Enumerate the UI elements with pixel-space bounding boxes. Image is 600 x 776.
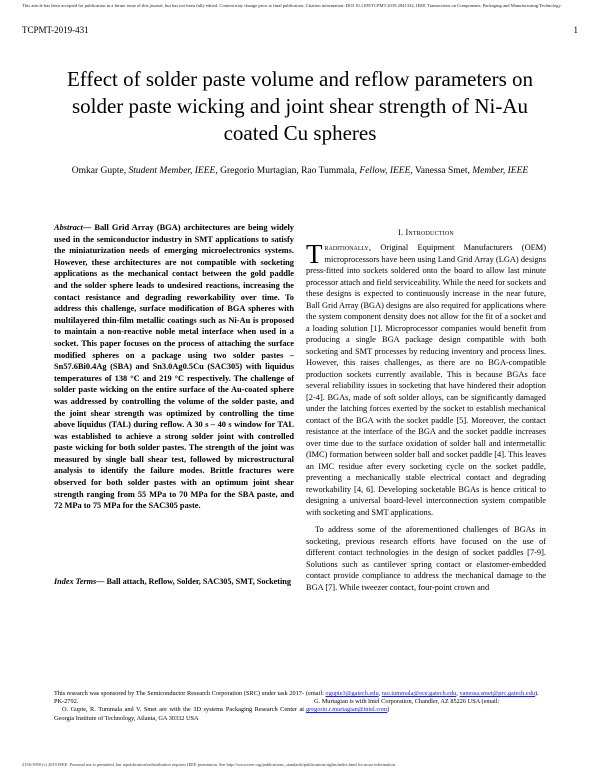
abstract-text: — Ball Grid Array (BGA) architectures are being widely used in the semiconductor industry in SMT applications to satisfy the miniaturization needs of emerging microelectronics systems. However, these architectures are not compatible with socketing applications as the mechanical contact between the gold paddle and the solder sphere leads to undesired reactions, increasing the contact resistance and degrading reworkability over time. To address this challenge, surface modification of BGA spheres with multilayered thin-film metallic coatings such as Ni-Au is proposed to maintain a non-reactive noble metal interface when used in a socket. This paper focuses on the process of attaching the surface modified spheres on a package using two solder pastes – Sn57.6Bi0.4Ag (SBA) and Sn3.0Ag0.5Cu (SAC305) with liquidus temperatures of 138 °C and 219 °C respectively. The challenge of solder paste wicking on the entire surface of the Au-coated sphere was addressed by controlling the volume of the solder paste, and the joint shear strength was optimized by controlling the time above liquidus (TAL) during reflow. A 30 s – 40 s window for TAL was established to achieve a strong solder joint with controlled paste wicking for both solder pastes. The strength of the joint was measured by single ball shear test, followed by microstructural analysis to identify the failure modes. Brittle fractures were observed for both solder pastes with an optimum joint shear strength ranging from 55 MPa to 70 MPa for the SBA paste, and 72 MPa to 75 MPa for the SAC305 paste. — [54, 223, 294, 511]
index-terms — [54, 576, 294, 587]
small-cap-word: raditionally — [324, 243, 369, 252]
footnote-left — [54, 690, 304, 723]
footnote-text: G. Murtagian is with Intel Corporation, Chandler, AZ 85226 USA (email: — [314, 698, 500, 706]
footnote-funding: This research was sponsored by The Semiconductor Research Corporation (SRC) under task 2017-PK-2792. — [54, 690, 304, 706]
abstract — [54, 222, 294, 512]
author-name: Omkar Gupte, — [71, 166, 129, 176]
email-label: (email: — [306, 690, 326, 697]
intro-text: , Original Equipment Manufacturers (OEM) microprocessors have been using Land Grid Array (LGA) designs press-fitted into sockets soldered onto the board to allow last minute processor attach and field serviceability. While the need for sockets and these designs is expected to continuously increase in the near future, Ball Grid Array (BGA) designs are also required for applications where the system component density does not allow for the fit of a socket and a loading solution [1]. Microprocessor companies would benefit from producing a single BGA package design compatible with both socketing and SMT processes by reducing inventory and process lines. However, this raises challenges, as there are no BGA-compatible production sockets currently available. This is because BGAs face several reliability issues in socketing that have hindered their adoption [2-4]. BGAs, made of soft solder alloys, can be significantly damaged under the latching forces exerted by the socket to establish mechanical contact of the BGA with the socket paddle [5]. Moreover, the contact resistance at the interface of the BGA and the socket paddle increases over time due to the surface oxidation of solder ball and intermetallic (IMC) formation between solder ball and socket paddle [4]. This leaves an IMC residue after every socketing cycle on the socket paddle, preventing a mechanically stable electrical contact and degrading reworkability [4, 6]. Developing socketable BGAs is hence critical to designing a universal board-level interconnection system compatible with socketing and SMT applications. — [306, 243, 547, 517]
email-link[interactable]: vanessa.smet@prc.gatech.edu — [459, 690, 535, 697]
email-link[interactable]: gregorio.r.murtagian@intel.com — [306, 706, 388, 714]
email-link[interactable]: ogupte3@gatech.edu — [325, 690, 379, 697]
intro-paragraph-1 — [306, 239, 547, 518]
copyright-line: 2156-3950 (c) 2019 IEEE. Personal use is permitted, but republication/redistribution requires IEEE permission. See http://www.ieee.org/publications_standards/publications/rights/index.html for more information. — [22, 762, 396, 767]
index-terms-label: Index Terms — [54, 577, 97, 586]
footnote-right — [306, 690, 552, 715]
author-role: Member, IEEE — [472, 166, 529, 176]
drop-cap: T — [306, 239, 323, 269]
author-name: , Gregorio Murtagian, Rao Tummala, — [215, 166, 360, 176]
section-heading: I. Introduction — [398, 228, 454, 237]
abstract-label: Abstract — [54, 223, 83, 232]
email-close: ). — [535, 690, 539, 697]
footnote-murtagian — [306, 698, 552, 714]
author-list — [60, 165, 540, 178]
introduction-body — [306, 239, 547, 593]
footnote-emails: (email: ogupte3@gatech.edu, rao.tummala@ece.gatech.edu, vanessa.smet@prc.gatech.edu). — [306, 690, 539, 697]
author-role: Student Member, IEEE — [128, 166, 216, 176]
author-name: , Vanessa Smet, — [410, 166, 473, 176]
paper-id: TCPMT-2019-431 — [22, 25, 89, 35]
footnote-close: ) — [387, 706, 390, 714]
footnote-affiliation: O. Gupte, R. Tummala and V. Smet are with the 3D systems Packaging Research Center at Georgia Institute of Technology, Atlanta, GA 30332 USA — [54, 706, 304, 722]
paper-title: Effect of solder paste volume and reflow parameters on solder paste wicking and joint shear strength of Ni-Au coated Cu spheres — [66, 67, 534, 145]
page-number: 1 — [573, 25, 578, 35]
email-link[interactable]: rao.tummala@ece.gatech.edu — [381, 690, 457, 697]
author-role: Fellow, IEEE — [359, 166, 411, 176]
journal-notice: This article has been accepted for publication in a future issue of this journal, but has not been fully edited. Content may change prior to final publication. Citation information: DOI 10.1109/TCPMT.2019.2941332, IEEE Transactions on Components, Packaging and Manufacturing Technology — [22, 3, 561, 8]
intro-paragraph-2: To address some of the aforementioned challenges of BGAs in socketing, previous research efforts have focused on the use of different contact technologies in the design of socket paddles [7-9]. Solutions such as cantilever spring contact or elastomer-embedded contact provide compliance to address the mechanical damage to the BGA [7]. While tweezer contact, four-point crown and — [306, 525, 546, 592]
index-terms-text: — Ball attach, Reflow, Solder, SAC305, SMT, Socketing — [96, 577, 291, 586]
